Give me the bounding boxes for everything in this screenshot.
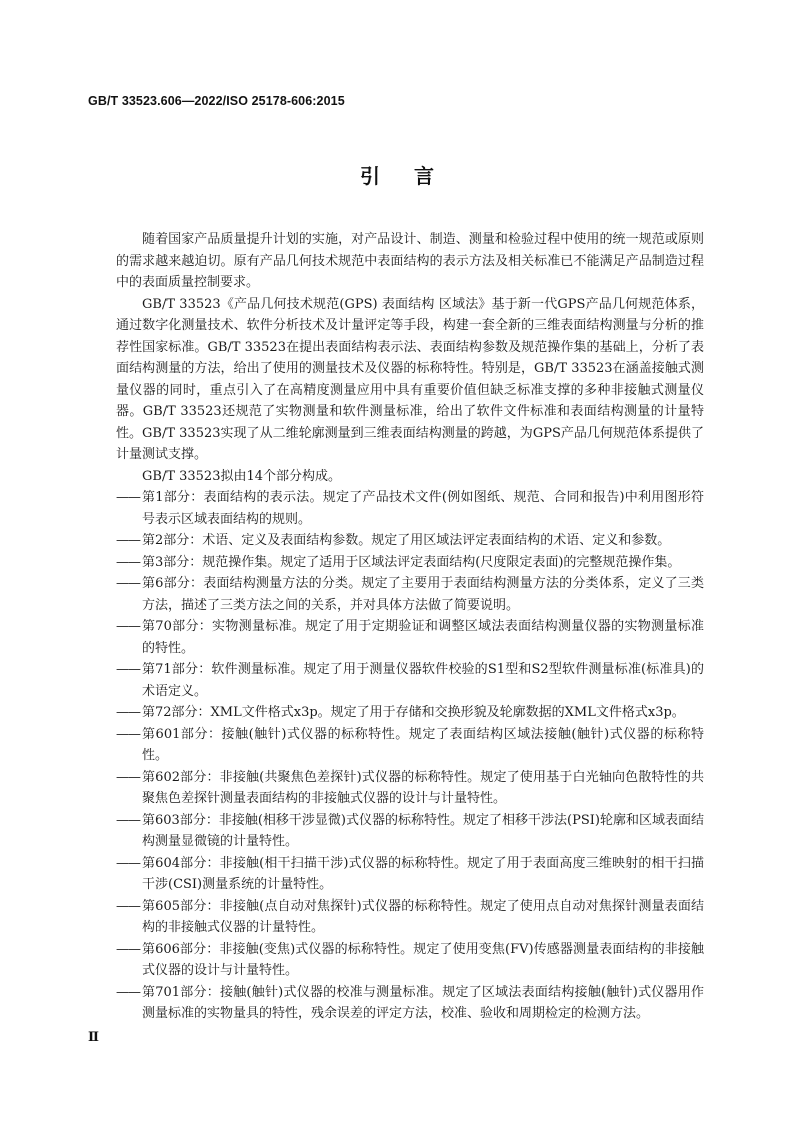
- list-item: [116, 724, 704, 767]
- list-dash: ——: [116, 726, 140, 742]
- list-item-text: 第603部分：非接触(相移干涉显微)式仪器的标称特性。规定了相移干涉法(PSI)轮廓和区域表面结构测量显微镜的计量特性。: [142, 812, 704, 849]
- list-item-text: 第71部分：软件测量标准。规定了用于测量仪器软件校验的S1型和S2型软件测量标准(标准具)的术语定义。: [142, 662, 704, 699]
- list-dash: ——: [116, 705, 140, 720]
- list-item-text: 第701部分：接触(触针)式仪器的校准与测量标准。规定了区域法表面结构接触(触针)式仪器用作测量标准的实物量具的特性，残余误差的评定方法，校准、验收和周期检定的检测方法。: [142, 984, 704, 1021]
- paragraph-overview: GB/T 33523《产品几何技术规范(GPS) 表面结构 区域法》基于新一代GPS产品几何规范体系，通过数字化测量技术、软件分析技术及计量评定等手段，构建一套全新的三维表面结构测量与分析的推荐性国家标准。GB/T 33523在提出表面结构表示法、表面结构参数及规范操作集的基础上，分析了表面结构测量的方法，给出了使用的测量技术及仪器的标称特性。特别是，GB/T 33523在涵盖接触式测量仪器的同时，重点引入了在高精度测量应用中具有重要价值但缺乏标准支撑的多种非接触式测量仪器。GB/T 33523还规范了实物测量和软件测量标准，给出了软件文件标准和表面结构测量的计量特性。GB/T 33523实现了从二维轮廓测量到三维表面结构测量的跨越，为GPS产品几何规范体系提供了计量测试支撑。: [116, 296, 704, 462]
- list-dash: ——: [116, 490, 140, 505]
- page-number: Ⅱ: [88, 1030, 99, 1045]
- parts-intro: GB/T 33523拟由14个部分构成。: [142, 468, 342, 484]
- section-title: 引言: [360, 164, 468, 188]
- list-item: [116, 767, 704, 810]
- list-item-text: 第601部分：接触(触针)式仪器的标称特性。规定了表面结构区域法接触(触针)式仪器的标称特性。: [142, 726, 704, 763]
- list-dash: ——: [116, 662, 140, 677]
- list-item: [116, 487, 704, 530]
- list-dash: ——: [116, 941, 140, 957]
- list-item: [116, 982, 704, 1025]
- list-dash: ——: [116, 984, 140, 1000]
- paragraph-background: 随着国家产品质量提升计划的实施，对产品设计、制造、测量和检验过程中使用的统一规范或原则的需求越来越迫切。原有产品几何技术规范中表面结构的表示方法及相关标准已不能满足产品制造过程中的表面质量控制要求。: [116, 232, 704, 290]
- list-item-text: 第2部分：术语、定义及表面结构参数。规定了用区域法评定表面结构的术语、定义和参数。: [142, 533, 671, 548]
- list-item-text: 第606部分：非接触(变焦)式仪器的标称特性。规定了使用变焦(FV)传感器测量表面结构的非接触式仪器的设计与计量特性。: [142, 941, 704, 978]
- list-item-text: 第3部分：规范操作集。规定了适用于区域法评定表面结构(尺度限定表面)的完整规范操作集。: [142, 554, 681, 570]
- list-dash: ——: [116, 898, 140, 914]
- list-dash: ——: [116, 855, 140, 871]
- list-item-text: 第70部分：实物测量标准。规定了用于定期验证和调整区域法表面结构测量仪器的实物测量标准的特性。: [142, 619, 704, 656]
- list-dash: ——: [116, 619, 140, 634]
- list-item: [116, 659, 704, 702]
- list-item-text: 第6部分：表面结构测量方法的分类。规定了主要用于表面结构测量方法的分类体系，定义了三类方法，描述了三类方法之间的关系，并对具体方法做了简要说明。: [142, 576, 704, 613]
- list-item: [116, 616, 704, 659]
- list-item-text: 第1部分：表面结构的表示法。规定了产品技术文件(例如图纸、规范、合同和报告)中利用图形符号表示区域表面结构的规则。: [142, 490, 704, 527]
- document-code: GB/T 33523.606—2022/ISO 25178-606:2015: [88, 94, 345, 108]
- list-item-text: 第602部分：非接触(共聚焦色差探针)式仪器的标称特性。规定了使用基于白光轴向色散特性的共聚焦色差探针测量表面结构的非接触式仪器的设计与计量特性。: [142, 769, 704, 806]
- list-item: [116, 896, 704, 939]
- list-dash: ——: [116, 812, 140, 828]
- list-item: [116, 530, 704, 552]
- document-body: [116, 229, 704, 1025]
- list-dash: ——: [116, 554, 140, 570]
- list-dash: ——: [116, 533, 140, 548]
- list-item: [116, 853, 704, 896]
- list-item-text: 第72部分：XML文件格式x3p。规定了用于存储和交换形貌及轮廓数据的XML文件格式x3p。: [142, 705, 685, 720]
- list-item: [116, 702, 704, 724]
- list-item: [116, 573, 704, 616]
- list-item-text: 第605部分：非接触(点自动对焦探针)式仪器的标称特性。规定了使用点自动对焦探针测量表面结构的非接触式仪器的计量特性。: [142, 898, 704, 935]
- list-item-text: 第604部分：非接触(相干扫描干涉)式仪器的标称特性。规定了用于表面高度三维映射的相干扫描干涉(CSI)测量系统的计量特性。: [142, 855, 704, 892]
- list-item: [116, 552, 704, 574]
- list-item: [116, 939, 704, 982]
- list-dash: ——: [116, 769, 140, 785]
- list-item: [116, 810, 704, 853]
- list-dash: ——: [116, 576, 140, 591]
